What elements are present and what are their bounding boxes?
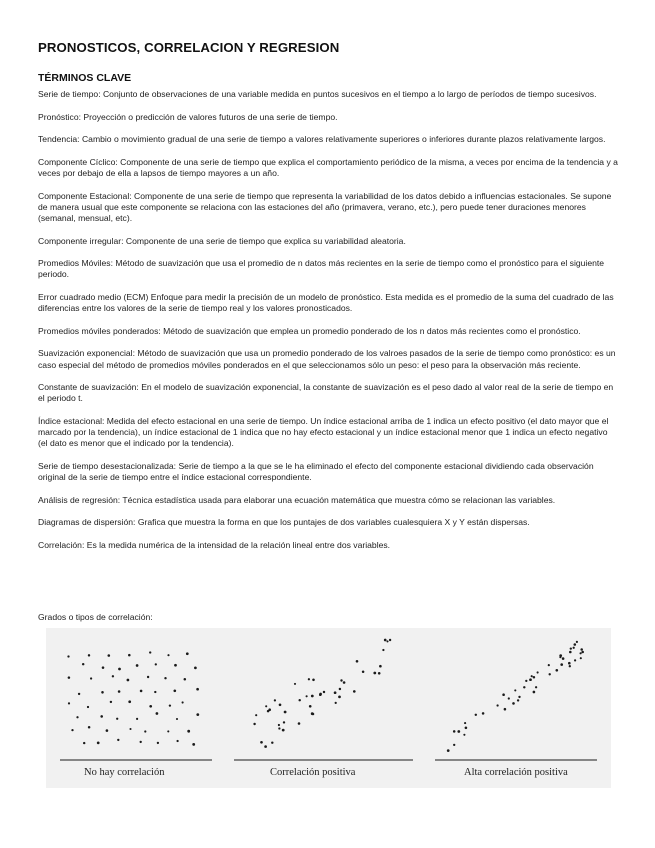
scatter-point bbox=[144, 730, 146, 732]
scatter-point bbox=[338, 696, 341, 699]
correlation-scatter-figure bbox=[46, 628, 611, 788]
scatter-point bbox=[140, 690, 143, 693]
scatter-point bbox=[167, 730, 169, 732]
definition-tendencia: Tendencia: Cambio o movimiento gradual de una serie de tiempo a valores relativamente superiores o inferiores durante plazos relativamente largos. bbox=[38, 134, 606, 145]
scatter-point bbox=[100, 715, 103, 718]
scatter-point bbox=[335, 702, 337, 704]
scatter-point bbox=[271, 741, 273, 743]
panel-high-positive-correlation bbox=[447, 641, 584, 752]
correlation-types-label: Grados o tipos de correlación: bbox=[38, 612, 153, 622]
scatter-point bbox=[83, 742, 85, 744]
scatter-point bbox=[253, 723, 255, 725]
scatter-point bbox=[88, 726, 91, 729]
scatter-point bbox=[157, 742, 159, 744]
scatter-point bbox=[174, 664, 177, 667]
scatter-point bbox=[447, 749, 450, 752]
scatter-point bbox=[311, 695, 314, 698]
scatter-point bbox=[116, 718, 118, 720]
scatter-point bbox=[535, 686, 537, 688]
scatter-point bbox=[68, 676, 71, 679]
scatter-point bbox=[306, 695, 308, 697]
definition-constante-de-suavizacion: Constante de suavización: En el modelo de suavización exponencial, la constante de suavización es el peso dado al valor real de la serie de tiempo en el periodo t. bbox=[38, 382, 614, 404]
scatter-point bbox=[579, 652, 581, 654]
scatter-point bbox=[574, 643, 577, 646]
definition-componente-ciclico: Componente Cíclico: Componente de una serie de tiempo que explica el comportamiento periódico de la misma, a veces por encima de la tendencia y a veces por debajo de ella a lapsos de tiempo mayores a un año. bbox=[38, 156, 618, 178]
scatter-point bbox=[573, 647, 575, 649]
scatter-point bbox=[323, 691, 325, 693]
scatter-point bbox=[576, 641, 578, 643]
caption-no-correlation: No hay correlación bbox=[84, 767, 165, 778]
scatter-point bbox=[149, 651, 151, 653]
scatter-point bbox=[118, 668, 121, 671]
scatter-point bbox=[117, 739, 119, 741]
scatter-point bbox=[110, 701, 112, 703]
scatter-point bbox=[192, 743, 195, 746]
scatter-point bbox=[334, 691, 337, 694]
scatter-point bbox=[502, 693, 505, 696]
scatter-point bbox=[196, 688, 199, 691]
definition-error-cuadrado-medio: Error cuadrado medio (ECM) Enfoque para medir la precisión de un modelo de pronóstico. Esta medida es el promedio de la suma del cuadrado de las diferencias entre los valores de la serie de tiempo real y los valores pronosticados. bbox=[38, 291, 614, 314]
panel-positive-correlation bbox=[253, 639, 391, 748]
scatter-point bbox=[298, 699, 300, 701]
scatter-point bbox=[580, 648, 583, 651]
scatter-point bbox=[517, 699, 519, 701]
scatter-point bbox=[570, 647, 572, 649]
definition-diagramas-de-dispersion: Diagramas de dispersión: Grafica que muestra la forma en que los puntajes de dos variables cualesquiera X y Y están dispersas. bbox=[38, 517, 530, 528]
scatter-point bbox=[569, 665, 571, 667]
scatter-point bbox=[176, 718, 178, 720]
scatter-point bbox=[260, 741, 263, 744]
scatter-point bbox=[156, 712, 159, 715]
scatter-point bbox=[339, 688, 341, 690]
scatter-panels bbox=[46, 628, 611, 788]
scatter-point bbox=[67, 655, 69, 657]
scatter-point bbox=[282, 729, 285, 732]
scatter-point bbox=[580, 657, 582, 659]
definition-indice-estacional: Índice estacional: Medida del efecto estacional en una serie de tiempo. Un índice estacional arriba de 1 indica un efecto positivo (el dato mayor que el marcado por la tendencia), un índice estacional de 1 indica que no hay efecto estacional y un índice estacional menor que 1 indica un efecto negativo (el dato es menor que el indicado por la tendencia). bbox=[38, 415, 609, 449]
document-title: PRONOSTICOS, CORRELACION Y REGRESION bbox=[38, 40, 340, 55]
scatter-point bbox=[106, 729, 109, 732]
scatter-point bbox=[164, 677, 166, 679]
scatter-point bbox=[562, 657, 565, 660]
scatter-point bbox=[279, 703, 282, 706]
scatter-point bbox=[274, 699, 276, 701]
scatter-point bbox=[362, 670, 365, 673]
scatter-point bbox=[482, 712, 485, 715]
scatter-point bbox=[267, 710, 270, 713]
scatter-point bbox=[196, 713, 199, 716]
scatter-point bbox=[533, 676, 536, 679]
scatter-point bbox=[512, 702, 515, 705]
scatter-point bbox=[379, 665, 382, 668]
scatter-point bbox=[518, 696, 520, 698]
scatter-point bbox=[312, 713, 315, 716]
scatter-point bbox=[465, 727, 468, 730]
scatter-point bbox=[453, 744, 455, 746]
scatter-point bbox=[309, 705, 312, 708]
scatter-point bbox=[382, 649, 384, 651]
scatter-point bbox=[457, 730, 460, 733]
scatter-point bbox=[386, 640, 388, 642]
scatter-point bbox=[475, 714, 477, 716]
scatter-point bbox=[531, 675, 533, 677]
scatter-point bbox=[154, 691, 156, 693]
scatter-point bbox=[581, 651, 584, 654]
scatter-point bbox=[560, 663, 563, 666]
caption-positive-correlation: Correlación positiva bbox=[270, 767, 356, 778]
definition-pronostico: Pronóstico: Proyección o predicción de valores futuros de una serie de tiempo. bbox=[38, 111, 338, 122]
scatter-point bbox=[112, 675, 114, 677]
scatter-point bbox=[68, 702, 70, 704]
scatter-point bbox=[90, 677, 92, 679]
definition-componente-estacional: Componente Estacional: Componente de una serie de tiempo que representa la variabilidad de los datos debido a influencias estacionales. Se supone de manera usual que este componente se relaciona con las estaciones del año (primavera, verano, etc.), pero puede tener duraciones menores (semanal, mensual, etc). bbox=[38, 190, 612, 223]
scatter-point bbox=[76, 716, 78, 718]
scatter-point bbox=[343, 681, 346, 684]
scatter-point bbox=[514, 689, 516, 691]
scatter-point bbox=[82, 663, 84, 665]
scatter-point bbox=[319, 693, 322, 696]
definition-promedios-moviles-ponderados: Promedios móviles ponderados: Método de suavización que emplea un promedio ponderado de los n datos más recientes como el pronóstico. bbox=[38, 325, 581, 336]
scatter-point bbox=[453, 730, 456, 733]
scatter-point bbox=[525, 680, 527, 682]
scatter-point bbox=[102, 666, 105, 669]
section-heading: TÉRMINOS CLAVE bbox=[38, 72, 132, 84]
scatter-point bbox=[127, 679, 130, 682]
scatter-point bbox=[312, 679, 315, 682]
definition-suavizacion-exponencial: Suavización exponencial: Método de suavización que usa un promedio ponderado de los valroes pasados de la serie de tiempo como pronóstico: es un caso especial del método de promedios móviles ponderados en el que seleccionamos sólo un peso: el peso para la observación más reciente. bbox=[38, 348, 616, 370]
scatter-point bbox=[529, 678, 532, 681]
scatter-point bbox=[283, 721, 285, 723]
scatter-point bbox=[389, 639, 391, 641]
definition-promedios-moviles: Promedios Móviles: Método de suavización que usa el promedio de n datos más recientes en la serie de tiempo como el pronóstico para el siguiente periodo. bbox=[38, 258, 605, 280]
scatter-point bbox=[340, 679, 342, 681]
scatter-point bbox=[464, 722, 466, 724]
scatter-point bbox=[559, 656, 561, 658]
scatter-point bbox=[356, 660, 359, 663]
scatter-point bbox=[71, 729, 73, 731]
scatter-point bbox=[463, 734, 465, 736]
scatter-point bbox=[284, 711, 287, 714]
scatter-point bbox=[187, 730, 190, 733]
scatter-point bbox=[169, 704, 171, 706]
scatter-point bbox=[555, 669, 558, 672]
scatter-point bbox=[129, 728, 131, 730]
scatter-point bbox=[136, 664, 139, 667]
definition-serie-de-tiempo: Serie de tiempo: Conjunto de observaciones de una variable medida en puntos sucesivos en el tiempo a lo largo de períodos de tiempo sucesivos. bbox=[38, 89, 597, 99]
scatter-point bbox=[569, 651, 572, 654]
scatter-point bbox=[107, 654, 110, 657]
scatter-point bbox=[308, 678, 310, 680]
scatter-point bbox=[88, 654, 90, 656]
scatter-point bbox=[101, 691, 104, 694]
scatter-point bbox=[194, 667, 197, 670]
definitions-list bbox=[38, 89, 618, 563]
scatter-point bbox=[167, 654, 169, 656]
scatter-point bbox=[496, 704, 498, 706]
scatter-point bbox=[549, 673, 551, 675]
scatter-point bbox=[504, 708, 507, 711]
scatter-point bbox=[182, 701, 184, 703]
scatter-point bbox=[278, 724, 280, 726]
scatter-point bbox=[140, 741, 142, 743]
definition-analisis-de-regresion: Análisis de regresión: Técnica estadística usada para elaborar una ecuación matemática que muestra cómo se relacionan las variables. bbox=[38, 494, 556, 505]
scatter-point bbox=[384, 639, 387, 642]
scatter-point bbox=[186, 652, 189, 655]
scatter-point bbox=[508, 697, 510, 699]
scatter-point bbox=[128, 654, 131, 657]
definition-componente-irregular: Componente irregular: Componente de una serie de tiempo que explica su variabilidad aleatoria. bbox=[38, 235, 406, 246]
scatter-point bbox=[97, 742, 100, 745]
scatter-point bbox=[118, 690, 121, 693]
scatter-point bbox=[155, 663, 157, 665]
scatter-point bbox=[294, 683, 296, 685]
scatter-point bbox=[176, 740, 178, 742]
scatter-point bbox=[537, 671, 539, 673]
scatter-point bbox=[78, 693, 80, 695]
scatter-point bbox=[298, 722, 301, 725]
scatter-point bbox=[136, 718, 138, 720]
scatter-point bbox=[278, 727, 280, 729]
scatter-point bbox=[264, 745, 267, 748]
scatter-point bbox=[533, 691, 536, 694]
scatter-point bbox=[128, 700, 131, 703]
definition-serie-desestacionalizada: Serie de tiempo desestacionalizada: Serie de tiempo a la que se le ha eliminado el efecto del componente estacional dividiendo cada observación original de la serie de tiempo entre el índice estacional correspondiente. bbox=[38, 460, 594, 483]
scatter-point bbox=[378, 672, 381, 675]
scatter-point bbox=[373, 672, 376, 675]
scatter-point bbox=[147, 676, 149, 678]
scatter-point bbox=[149, 705, 152, 708]
definition-correlacion: Correlación: Es la medida numérica de la intensidad de la relación lineal entre dos variables. bbox=[38, 539, 391, 550]
scatter-point bbox=[353, 690, 356, 693]
scatter-point bbox=[184, 678, 187, 681]
scatter-point bbox=[523, 686, 525, 688]
scatter-point bbox=[574, 659, 576, 661]
panel-no-correlation bbox=[67, 651, 199, 745]
caption-high-positive-correlation: Alta correlación positiva bbox=[464, 767, 568, 778]
scatter-point bbox=[548, 664, 550, 666]
scatter-point bbox=[568, 662, 571, 665]
scatter-point bbox=[173, 689, 176, 692]
scatter-point bbox=[265, 705, 267, 707]
scatter-point bbox=[87, 706, 89, 708]
scatter-point bbox=[255, 714, 257, 716]
